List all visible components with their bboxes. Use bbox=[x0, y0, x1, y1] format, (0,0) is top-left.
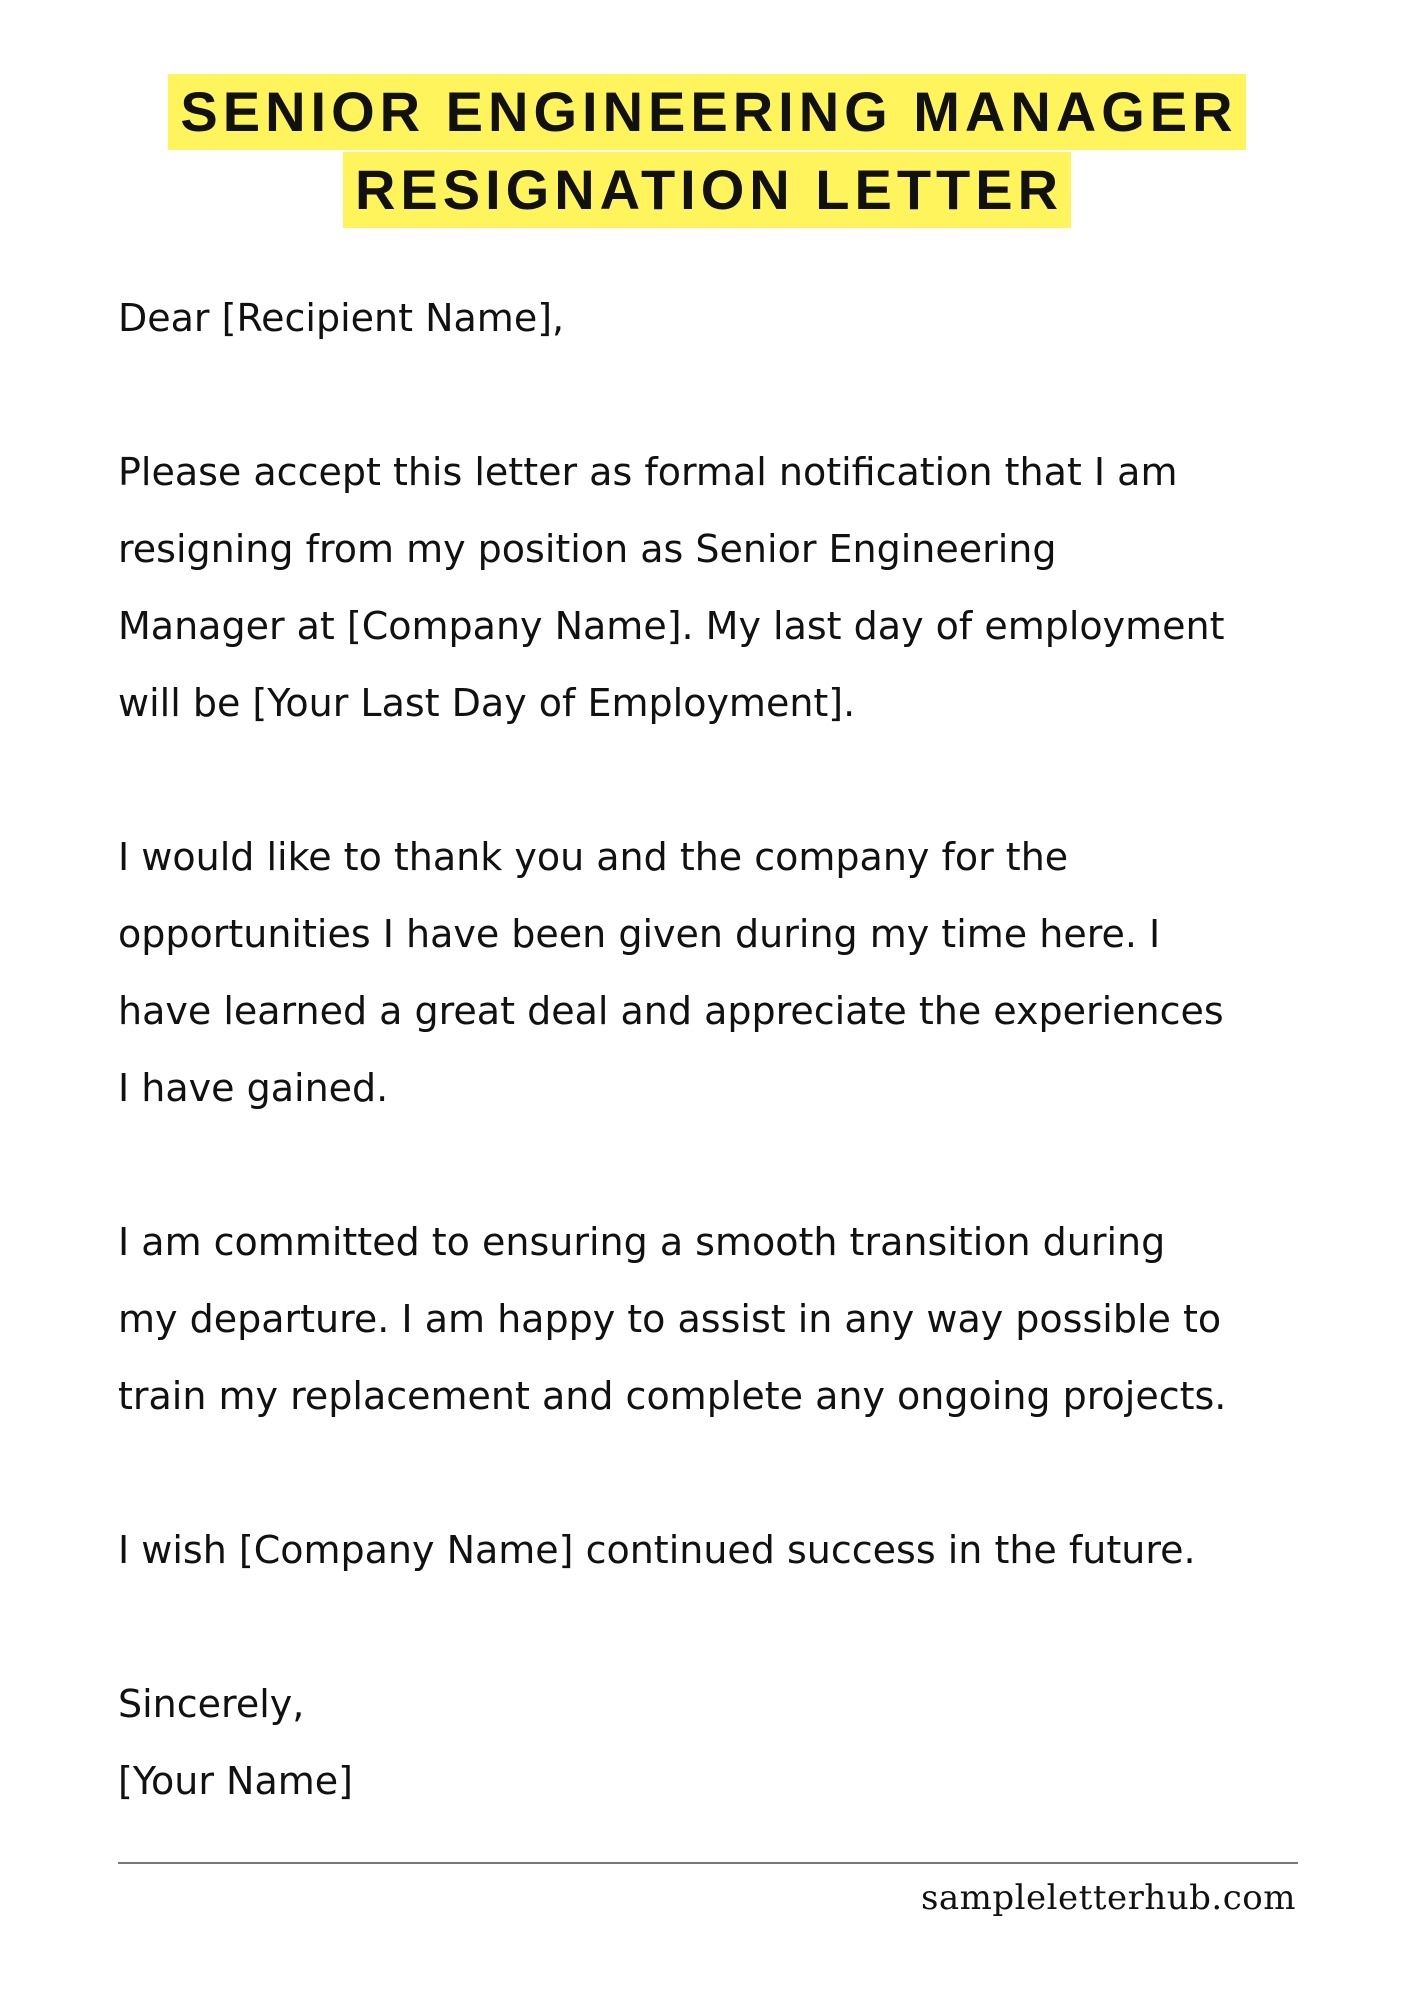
closing: Sincerely, bbox=[118, 1682, 305, 1726]
paragraph-wishes bbox=[118, 1512, 1358, 1589]
paragraph-notification bbox=[118, 434, 1358, 742]
title-line-1: SENIOR ENGINEERING MANAGER bbox=[168, 74, 1245, 150]
title-line-2: RESIGNATION LETTER bbox=[343, 152, 1071, 228]
paragraph-line: I have gained. bbox=[118, 1066, 389, 1110]
footer-divider bbox=[118, 1862, 1298, 1864]
paragraph-line: my departure. I am happy to assist in any way possible to bbox=[118, 1297, 1222, 1341]
paragraph-line: resigning from my position as Senior Engineering bbox=[118, 527, 1057, 571]
paragraph-line: opportunities I have been given during my time here. I bbox=[118, 912, 1161, 956]
paragraph-line: I am committed to ensuring a smooth transition during bbox=[118, 1220, 1166, 1264]
salutation: Dear [Recipient Name], bbox=[118, 296, 565, 340]
paragraph-line: I wish [Company Name] continued success in the future. bbox=[118, 1528, 1196, 1572]
paragraph-line: Manager at [Company Name]. My last day of employment bbox=[118, 604, 1225, 648]
paragraph-line: will be [Your Last Day of Employment]. bbox=[118, 681, 856, 725]
paragraph-line: I would like to thank you and the company for the bbox=[118, 835, 1069, 879]
paragraph-line: have learned a great deal and appreciate the experiences bbox=[118, 989, 1224, 1033]
letter-title bbox=[0, 74, 1414, 230]
paragraph-thanks bbox=[118, 819, 1358, 1127]
footer-site: sampleletterhub.com bbox=[920, 1878, 1296, 1918]
signature: [Your Name] bbox=[118, 1759, 353, 1803]
paragraph-line: Please accept this letter as formal notification that I am bbox=[118, 450, 1178, 494]
paragraph-transition bbox=[118, 1204, 1358, 1435]
letter-body bbox=[118, 280, 1358, 1820]
paragraph-line: train my replacement and complete any ongoing projects. bbox=[118, 1374, 1227, 1418]
